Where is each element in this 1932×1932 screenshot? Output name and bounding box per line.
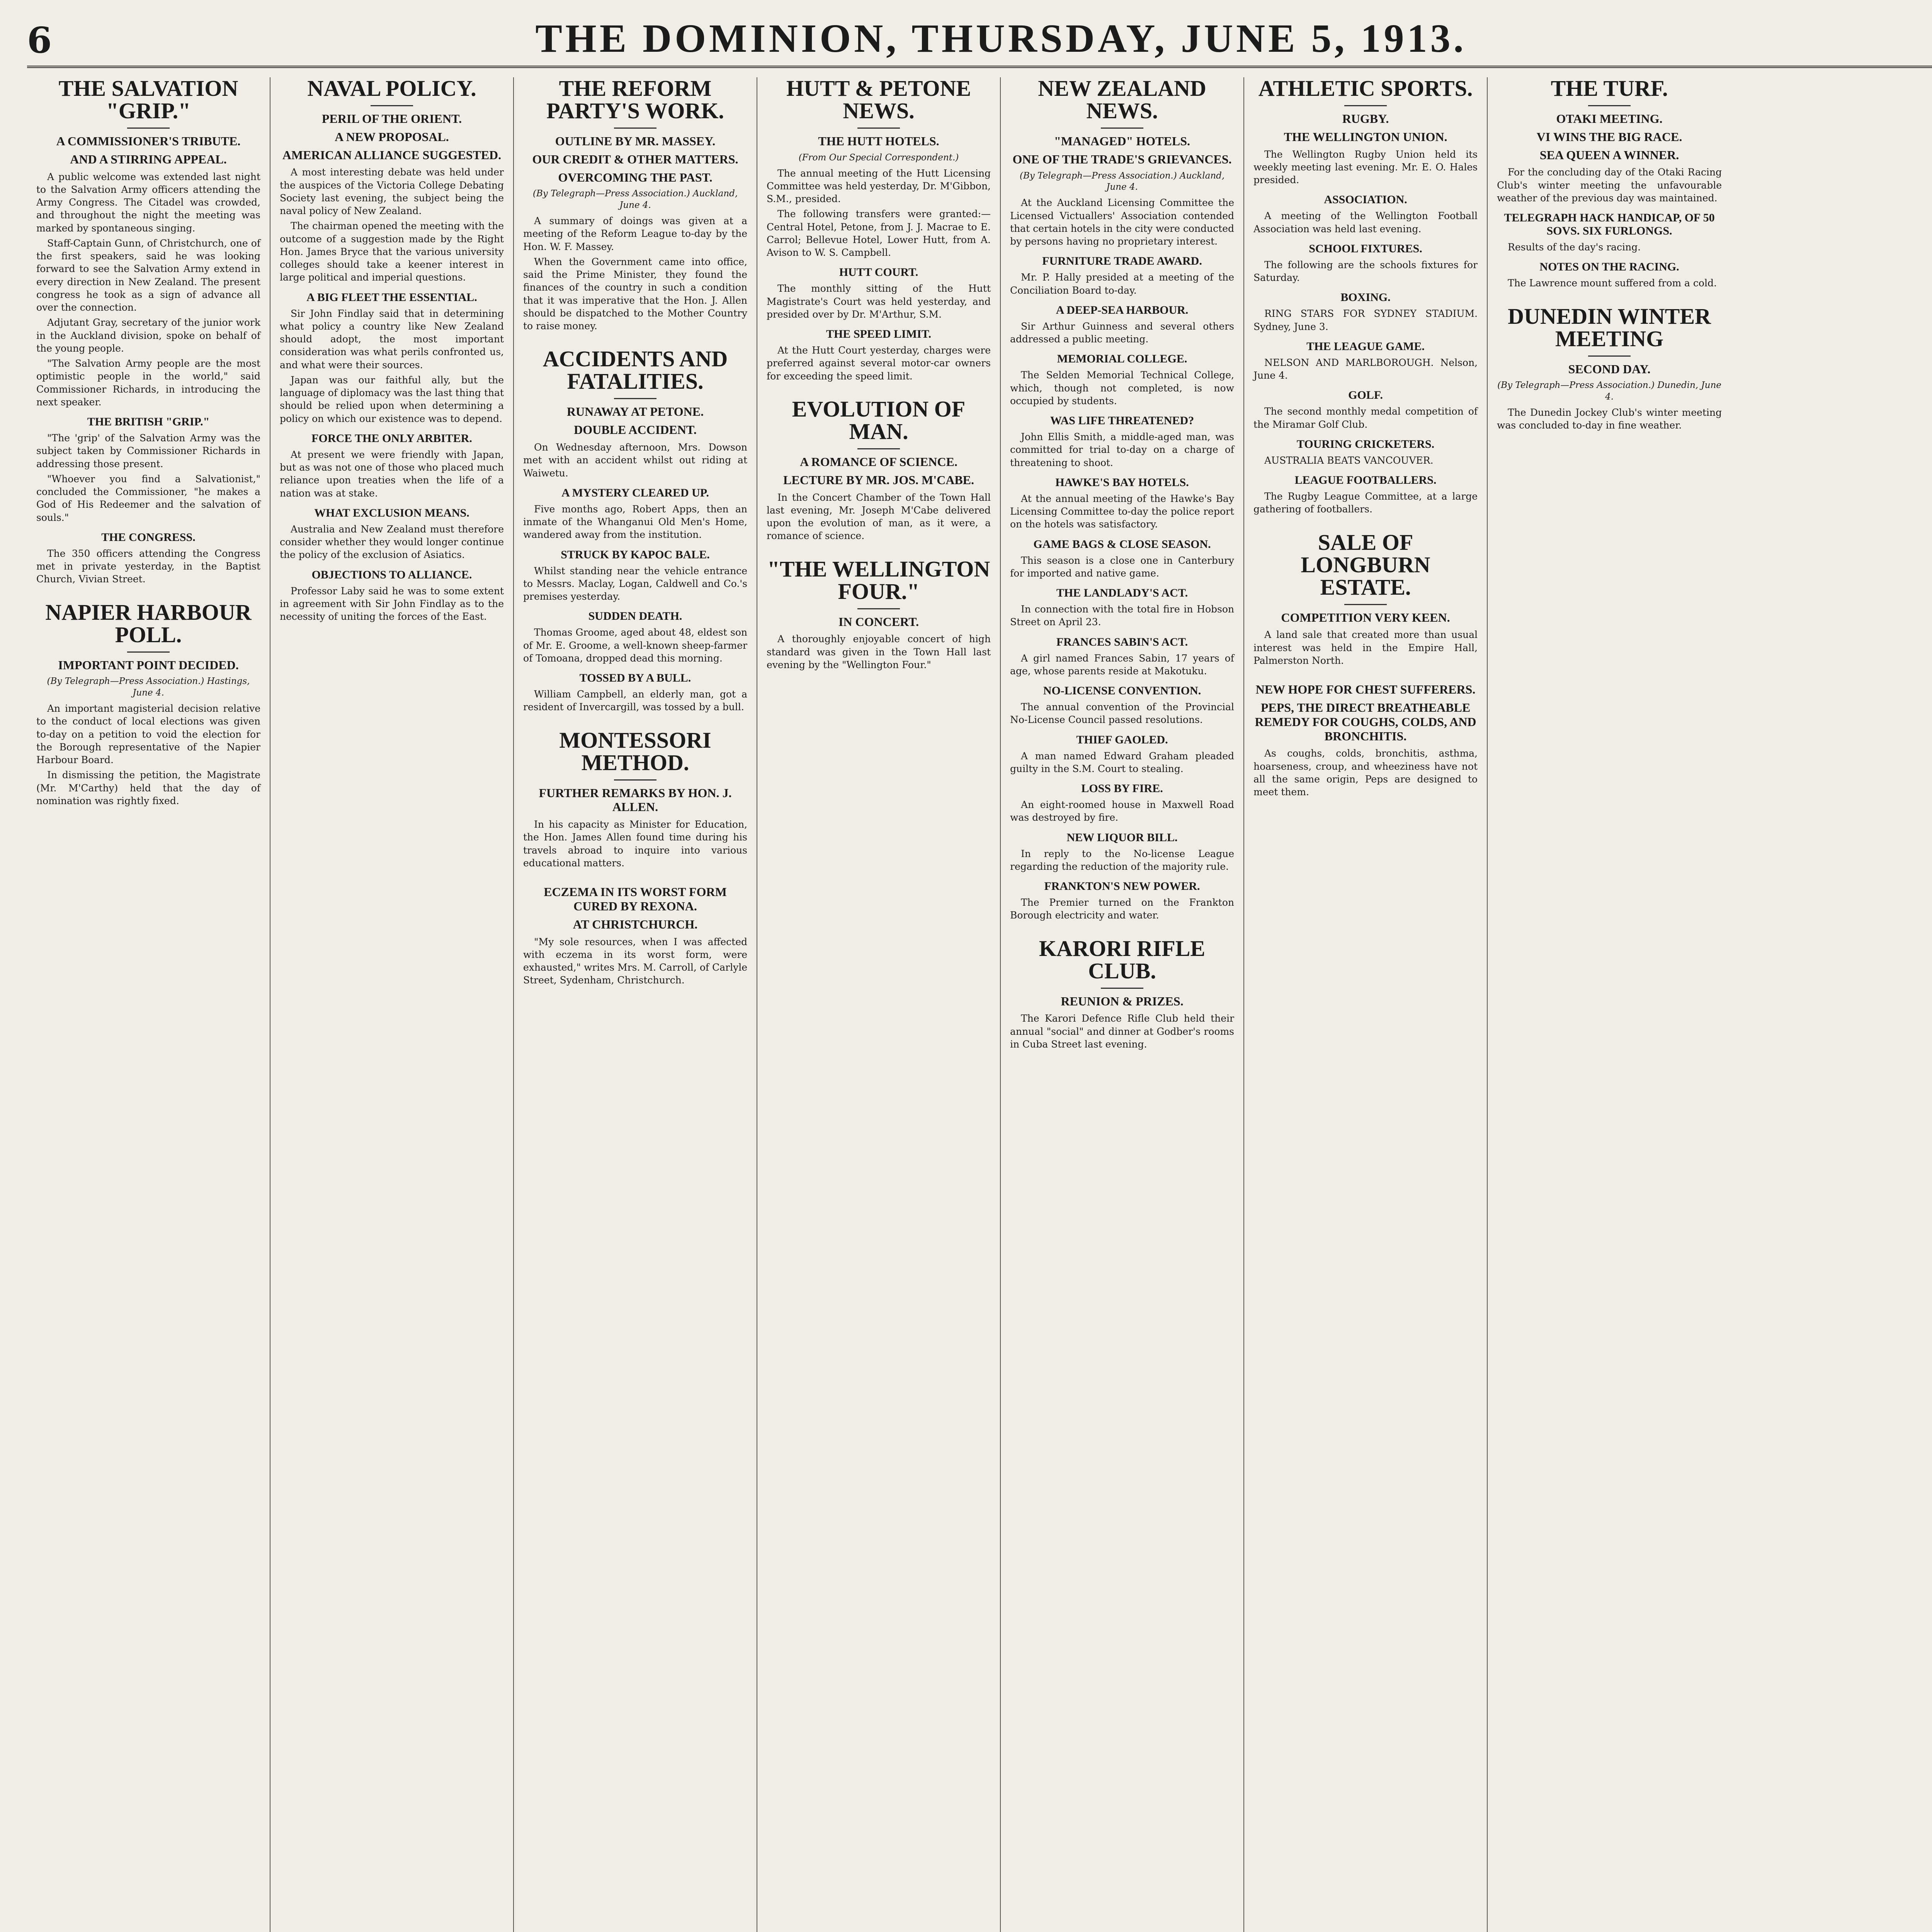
- article-deck: AND A STIRRING APPEAL.: [70, 152, 227, 166]
- column: [27, 77, 270, 1932]
- article-body: [1010, 196, 1234, 922]
- article: [1497, 305, 1722, 432]
- article-headline: NAVAL POLICY.: [307, 77, 476, 101]
- section-subhead: FRANCES SABIN'S ACT.: [1056, 635, 1188, 648]
- article-deck: OUR CREDIT & OTHER MATTERS.: [532, 152, 738, 166]
- section-subhead: A BIG FLEET THE ESSENTIAL.: [306, 291, 477, 304]
- article-body: [523, 441, 747, 714]
- article-deck: A COMMISSIONER'S TRIBUTE.: [56, 134, 241, 148]
- headline-rule: [127, 128, 170, 129]
- article: [523, 77, 747, 332]
- article-paragraph: At the annual meeting of the Hawke's Bay Licensing Committee to-day the police report on the hotels was satisfactory.: [1010, 493, 1234, 530]
- article-deck: IN CONCERT.: [838, 614, 919, 629]
- article: [1497, 77, 1722, 290]
- section-subhead: TELEGRAPH HACK HANDICAP, OF 50 SOVS. SIX FURLONGS.: [1504, 211, 1715, 238]
- article-headline: ATHLETIC SPORTS.: [1258, 77, 1473, 101]
- article-deck: SEA QUEEN A WINNER.: [1539, 148, 1679, 162]
- article: [523, 729, 747, 870]
- headline-rule: [857, 608, 900, 609]
- article: [767, 77, 991, 383]
- headline-rule: [614, 128, 656, 129]
- article-paragraph: "The Salvation Army people are the most optimistic people in the world," said Commissioner Richards, in introducing the next speaker.: [36, 358, 260, 408]
- article-headline: MONTESSORI METHOD.: [559, 727, 711, 775]
- article-paragraph: The following are the schools fixtures for Saturday.: [1253, 259, 1478, 284]
- article-paragraph: NELSON AND MARLBOROUGH. Nelson, June 4.: [1253, 357, 1478, 381]
- article-body: [36, 702, 260, 807]
- article-body: [1253, 148, 1478, 516]
- article-paragraph: The Karori Defence Rifle Club held their annual "social" and dinner at Godber's rooms in Cuba Street last evening.: [1010, 1013, 1234, 1050]
- article-deck: PEPS, THE DIRECT BREATHEABLE REMEDY FOR COUGHS, COLDS, AND BRONCHITIS.: [1255, 700, 1476, 743]
- section-subhead: LEAGUE FOOTBALLERS.: [1294, 474, 1437, 487]
- article-paragraph: A most interesting debate was held under the auspices of the Victoria College Debating Society last evening, the subject being the naval policy of New Zealand.: [280, 167, 504, 217]
- section-subhead: MEMORIAL COLLEGE.: [1057, 352, 1187, 366]
- article-paragraph: A public welcome was extended last night to the Salvation Army officers attending the Army Congress. The Citadel was crowded, and throughout the night the meeting was marked by spontaneous singing.: [36, 171, 260, 234]
- article-deck: OTAKI MEETING.: [1556, 112, 1663, 126]
- article-paragraph: Professor Laby said he was to some extent in agreement with Sir John Findlay as to the necessity of uniting the forces of the East.: [280, 585, 504, 622]
- article-paragraph: Australia and New Zealand must therefore consider whether they would longer continue the policy of the exclusion of Asiatics.: [280, 523, 504, 561]
- article-body: [523, 214, 747, 332]
- article-deck: AMERICAN ALLIANCE SUGGESTED.: [282, 148, 502, 162]
- article: [1253, 682, 1478, 798]
- article-body: [767, 491, 991, 543]
- article-paragraph: An important magisterial decision relative to the conduct of local elections was given to-day on a petition to void the election for the Borough representative of the Napier Harbour Board.: [36, 703, 260, 766]
- section-subhead: A MYSTERY CLEARED UP.: [561, 486, 709, 499]
- article-headline: NAPIER HARBOUR POLL.: [45, 599, 252, 647]
- article-paragraph: John Ellis Smith, a middle-aged man, was committed for trial to-day on a charge of threatening to shoot.: [1010, 431, 1234, 468]
- article-paragraph: This season is a close one in Canterbury for imported and native game.: [1010, 554, 1234, 579]
- article-deck: VI WINS THE BIG RACE.: [1536, 129, 1682, 144]
- article-paragraph: William Campbell, an elderly man, got a resident of Invercargill, was tossed by a bull.: [523, 689, 747, 713]
- article-deck: "MANAGED" HOTELS.: [1054, 134, 1190, 148]
- article-deck: ONE OF THE TRADE'S GRIEVANCES.: [1012, 152, 1232, 166]
- article-paragraph: "Whoever you find a Salvationist," concluded the Commissioner, "he makes a God of His Redeemer and the salvation of souls.": [36, 473, 260, 523]
- article-paragraph: The annual convention of the Provincial No-License Council passed resolutions.: [1010, 701, 1234, 726]
- headline-rule: [1588, 355, 1631, 357]
- headline-rule: [1344, 604, 1387, 605]
- article-dateline: (By Telegraph—Press Association.) Dunedin, June 4.: [1497, 380, 1721, 402]
- article-deck: PERIL OF THE ORIENT.: [321, 112, 462, 126]
- article-deck: ECZEMA IN ITS WORST FORM CURED BY REXONA.: [544, 885, 727, 913]
- article-body: [523, 935, 747, 987]
- article-body: [767, 167, 991, 383]
- article-paragraph: The Premier turned on the Frankton Borough electricity and water.: [1010, 897, 1234, 921]
- article-deck: LECTURE BY MR. JOS. M'CABE.: [783, 473, 974, 487]
- article-paragraph: Japan was our faithful ally, but the language of diplomacy was the last thing that should be relied upon when determining a policy on which our existence was to depend.: [280, 374, 504, 424]
- article-paragraph: A meeting of the Wellington Football Association was held last evening.: [1253, 210, 1478, 235]
- article-paragraph: Staff-Captain Gunn, of Christchurch, one of the first speakers, said he was looking forward to see the Salvation Army extend in every direction in New Zealand. The present congress he took as a sign of advance all over the connection.: [36, 237, 260, 313]
- article-headline: EVOLUTION OF MAN.: [792, 396, 966, 444]
- article: [523, 348, 747, 713]
- article-paragraph: A girl named Frances Sabin, 17 years of age, whose parents reside at Makotuku.: [1010, 652, 1234, 677]
- section-subhead: HAWKE'S BAY HOTELS.: [1055, 476, 1189, 489]
- article-paragraph: Thomas Groome, aged about 48, eldest son of Mr. E. Groome, a well-known sheep-farmer of Tomoana, dropped dead this morning.: [523, 627, 747, 664]
- article-deck: DOUBLE ACCIDENT.: [574, 423, 697, 437]
- article-deck: SECOND DAY.: [1568, 362, 1651, 376]
- section-subhead: FURNITURE TRADE AWARD.: [1042, 255, 1202, 268]
- article: [1253, 531, 1478, 667]
- article-deck: THE HUTT HOTELS.: [818, 134, 939, 148]
- article-paragraph: The annual meeting of the Hutt Licensing Committee was held yesterday, Dr. M'Gibbon, S.M., presided.: [767, 167, 991, 205]
- section-subhead: A DEEP-SEA HARBOUR.: [1056, 303, 1189, 316]
- article-deck: NEW HOPE FOR CHEST SUFFERERS.: [1255, 682, 1476, 697]
- article-paragraph: When the Government came into office, said the Prime Minister, they found the finances of the country in such a condition that it was imperative that the Hon. J. Allen should be dispatched to the Mother Country to raise money.: [523, 256, 747, 332]
- article-deck: OUTLINE BY MR. MASSEY.: [555, 134, 716, 148]
- article-paragraph: The 350 officers attending the Congress met in private yesterday, in the Baptist Church, Vivian Street.: [36, 548, 260, 585]
- section-subhead: SCHOOL FIXTURES.: [1309, 242, 1422, 255]
- article-deck: A ROMANCE OF SCIENCE.: [800, 454, 957, 469]
- column: [1244, 77, 1488, 1932]
- article-headline: THE SALVATION "GRIP.": [58, 77, 238, 123]
- article-paragraph: In reply to the No-license League regarding the reduction of the majority rule.: [1010, 848, 1234, 872]
- article: [280, 77, 504, 623]
- article-headline: THE TURF.: [1551, 77, 1668, 101]
- article-paragraph: For the concluding day of the Otaki Racing Club's winter meeting the unfavourable weather of the previous day was maintained.: [1497, 167, 1722, 204]
- headline-rule: [614, 398, 656, 399]
- article-deck: A NEW PROPOSAL.: [335, 129, 449, 144]
- article-headline: NEW ZEALAND NEWS.: [1038, 77, 1206, 123]
- article-body: [1010, 1012, 1234, 1051]
- article-headline: DUNEDIN WINTER MEETING: [1508, 303, 1711, 351]
- section-subhead: STRUCK BY KAPOC BALE.: [561, 548, 710, 561]
- article-body: [280, 166, 504, 623]
- article-body: [1497, 406, 1722, 432]
- column: [514, 77, 757, 1932]
- article-dateline: (By Telegraph—Press Association.) Auckland, June 4.: [532, 189, 738, 211]
- section-subhead: THE LANDLADY'S ACT.: [1056, 587, 1188, 600]
- section-subhead: OBJECTIONS TO ALLIANCE.: [311, 568, 472, 581]
- article-headline: HUTT & PETONE NEWS.: [786, 77, 971, 123]
- article-paragraph: "The 'grip' of the Salvation Army was the subject taken by Commissioner Richards in addressing those present.: [36, 432, 260, 469]
- article-body: [1253, 747, 1478, 798]
- section-subhead: FRANKTON'S NEW POWER.: [1044, 880, 1200, 893]
- article-paragraph: "My sole resources, when I was affected with eczema in its worst form, were exhausted," writes Mrs. M. Carroll, of Carlyle Street, Sydenham, Christchurch.: [523, 936, 747, 986]
- article-paragraph: On Wednesday afternoon, Mrs. Dowson met with an accident whilst out riding at Waiwetu.: [523, 442, 747, 479]
- section-subhead: FORCE THE ONLY ARBITER.: [311, 432, 472, 445]
- section-subhead: THE BRITISH "GRIP.": [87, 415, 210, 429]
- article-paragraph: The chairman opened the meeting with the outcome of a suggestion made by the Right Hon. James Bryce that the various university colleges should take a keener interest in large political and imperial questions.: [280, 220, 504, 283]
- column: [1488, 77, 1731, 1932]
- masthead: [27, 15, 1932, 68]
- headline-rule: [127, 651, 170, 653]
- column: [757, 77, 1001, 1932]
- headline-rule: [1101, 128, 1143, 129]
- article-deck: RUNAWAY AT PETONE.: [566, 405, 704, 419]
- article-paragraph: Five months ago, Robert Apps, then an inmate of the Whanganui Old Men's Home, wandered away from the institution.: [523, 503, 747, 541]
- article: [36, 77, 260, 586]
- columns-container: [27, 77, 1932, 1932]
- article-paragraph: In the Concert Chamber of the Town Hall last evening, Mr. Joseph M'Cabe delivered upon the evolution of man, as it were, a romance of science.: [767, 492, 991, 542]
- article-paragraph: The second monthly medal competition of the Miramar Golf Club.: [1253, 406, 1478, 430]
- article-headline: ACCIDENTS AND FATALITIES.: [543, 346, 728, 394]
- article-paragraph: RING STARS FOR SYDNEY STADIUM. Sydney, June 3.: [1253, 308, 1478, 332]
- article-headline: THE REFORM PARTY'S WORK.: [546, 77, 724, 123]
- article-paragraph: Whilst standing near the vehicle entrance to Messrs. Maclay, Logan, Caldwell and Co.'s premises yesterday.: [523, 565, 747, 602]
- section-subhead: THE CONGRESS.: [101, 531, 196, 544]
- article-paragraph: A man named Edward Graham pleaded guilty in the S.M. Court to stealing.: [1010, 750, 1234, 774]
- article-paragraph: In dismissing the petition, the Magistrate (Mr. M'Carthy) held that the day of nomination was rightly fixed.: [36, 769, 260, 806]
- article-paragraph: Sir John Findlay said that in determining what policy a country like New Zealand should adopt, the most important consideration was what perils confronted us, and what were their sources.: [280, 308, 504, 371]
- masthead-title: THE DOMINION, THURSDAY, JUNE 5, 1913.: [535, 16, 1467, 61]
- article-paragraph: The Rugby League Committee, at a large gathering of footballers.: [1253, 491, 1478, 515]
- article-deck: OVERCOMING THE PAST.: [558, 170, 713, 184]
- article-deck: IMPORTANT POINT DECIDED.: [58, 658, 239, 672]
- article-paragraph: The Wellington Rugby Union held its weekly meeting last evening. Mr. E. O. Hales presided.: [1253, 148, 1478, 186]
- article-dateline: (By Telegraph—Press Association.) Auckland, June 4.: [1019, 170, 1225, 192]
- article-paragraph: An eight-roomed house in Maxwell Road was destroyed by fire.: [1010, 799, 1234, 823]
- article-paragraph: In his capacity as Minister for Education, the Hon. James Allen found time during his travels abroad to inquire into various educational matters.: [523, 819, 747, 869]
- article-paragraph: As coughs, colds, bronchitis, asthma, hoarseness, croup, and wheeziness have not all the same origin, Peps are designed to meet them.: [1253, 748, 1478, 798]
- article-headline: "THE WELLINGTON FOUR.": [767, 556, 990, 604]
- article-body: [767, 633, 991, 671]
- article-body: [1253, 628, 1478, 667]
- page-number: 6: [27, 19, 52, 61]
- article-paragraph: AUSTRALIA BEATS VANCOUVER.: [1264, 454, 1434, 466]
- article-paragraph: A summary of doings was given at a meeting of the Reform League to-day by the Hon. W. F. Massey.: [523, 215, 747, 252]
- section-subhead: WHAT EXCLUSION MEANS.: [314, 506, 469, 519]
- article: [36, 601, 260, 808]
- article-paragraph: Mr. P. Hally presided at a meeting of the Conciliation Board to-day.: [1010, 272, 1234, 296]
- article-deck: FURTHER REMARKS BY HON. J. ALLEN.: [539, 786, 732, 814]
- section-subhead: ASSOCIATION.: [1324, 193, 1407, 206]
- article-paragraph: In connection with the total fire in Hobson Street on April 23.: [1010, 604, 1234, 628]
- section-subhead: NO-LICENSE CONVENTION.: [1043, 684, 1201, 697]
- article-paragraph: The Dunedin Jockey Club's winter meeting was concluded to-day in fine weather.: [1497, 407, 1722, 431]
- article: [1253, 77, 1478, 516]
- article-dateline: (From Our Special Correspondent.): [798, 152, 959, 163]
- headline-rule: [1588, 105, 1631, 106]
- article-paragraph: The following transfers were granted:—Central Hotel, Petone, from J. J. Macrae to E. Carrol; Bellevue Hotel, Lower Hutt, from A. Avison to W. S. Campbell.: [767, 208, 991, 259]
- article-dateline: (By Telegraph—Press Association.) Hastings, June 4.: [47, 676, 250, 698]
- section-subhead: THE LEAGUE GAME.: [1306, 340, 1425, 353]
- headline-rule: [371, 105, 413, 106]
- article-paragraph: A thoroughly enjoyable concert of high standard was given in the Town Hall last evening by the "Wellington Four.": [767, 633, 991, 670]
- article: [523, 885, 747, 986]
- article-paragraph: The monthly sitting of the Hutt Magistrate's Court was held yesterday, and presided over by Dr. M'Arthur, S.M.: [767, 283, 991, 320]
- article-deck: THE WELLINGTON UNION.: [1284, 129, 1447, 144]
- section-subhead: TOSSED BY A BULL.: [579, 672, 691, 685]
- article-paragraph: At present we were friendly with Japan, but as was not one of those who placed much reliance upon treaties when the life of a nation was at stake.: [280, 449, 504, 499]
- article-headline: SALE OF LONGBURN ESTATE.: [1301, 529, 1430, 600]
- section-subhead: TOURING CRICKETERS.: [1296, 437, 1435, 451]
- article: [767, 398, 991, 543]
- headline-rule: [857, 128, 900, 129]
- section-subhead: HUTT COURT.: [839, 266, 918, 279]
- article-deck: REUNION & PRIZES.: [1061, 994, 1184, 1008]
- section-subhead: THE SPEED LIMIT.: [826, 328, 931, 341]
- section-subhead: THIEF GAOLED.: [1076, 733, 1168, 746]
- section-subhead: LOSS BY FIRE.: [1081, 782, 1163, 795]
- article-paragraph: At the Hutt Court yesterday, charges were preferred against several motor-car owners for exceeding the speed limit.: [767, 345, 991, 382]
- article-paragraph: A land sale that created more than usual interest was held in the Empire Hall, Palmerston North.: [1253, 629, 1478, 666]
- section-subhead: BOXING.: [1340, 291, 1391, 304]
- article: [767, 558, 991, 672]
- article-deck: AT CHRISTCHURCH.: [573, 917, 698, 931]
- section-subhead: NOTES ON THE RACING.: [1539, 260, 1679, 274]
- article-body: [523, 818, 747, 869]
- article-deck: RUGBY.: [1342, 112, 1389, 126]
- article-paragraph: Results of the day's racing.: [1508, 242, 1641, 253]
- article-deck: COMPETITION VERY KEEN.: [1281, 610, 1450, 624]
- article-headline: KARORI RIFLE CLUB.: [1039, 935, 1206, 983]
- column: [1001, 77, 1244, 1932]
- section-subhead: WAS LIFE THREATENED?: [1050, 414, 1194, 427]
- article-paragraph: Sir Arthur Guinness and several others addressed a public meeting.: [1010, 320, 1234, 345]
- headline-rule: [1101, 988, 1143, 989]
- headline-rule: [1344, 105, 1387, 106]
- article-body: [36, 170, 260, 586]
- article: [1010, 937, 1234, 1051]
- article-paragraph: The Lawrence mount suffered from a cold.: [1508, 277, 1717, 289]
- section-subhead: GAME BAGS & CLOSE SEASON.: [1033, 537, 1211, 551]
- section-subhead: GOLF.: [1348, 389, 1383, 402]
- headline-rule: [614, 779, 656, 781]
- article-body: [1497, 166, 1722, 289]
- article: [1010, 77, 1234, 922]
- article-paragraph: At the Auckland Licensing Committee the Licensed Victuallers' Association contended that certain hotels in the city were conducted by persons having no proprietary interest.: [1010, 197, 1234, 247]
- article-paragraph: The Selden Memorial Technical College, which, though not completed, is now occupied by students.: [1010, 369, 1234, 406]
- column: [270, 77, 514, 1932]
- headline-rule: [857, 448, 900, 449]
- section-subhead: NEW LIQUOR BILL.: [1066, 831, 1178, 844]
- article-paragraph: Adjutant Gray, secretary of the junior work in the Auckland division, spoke on behalf of the young people.: [36, 317, 260, 354]
- section-subhead: SUDDEN DEATH.: [588, 610, 682, 623]
